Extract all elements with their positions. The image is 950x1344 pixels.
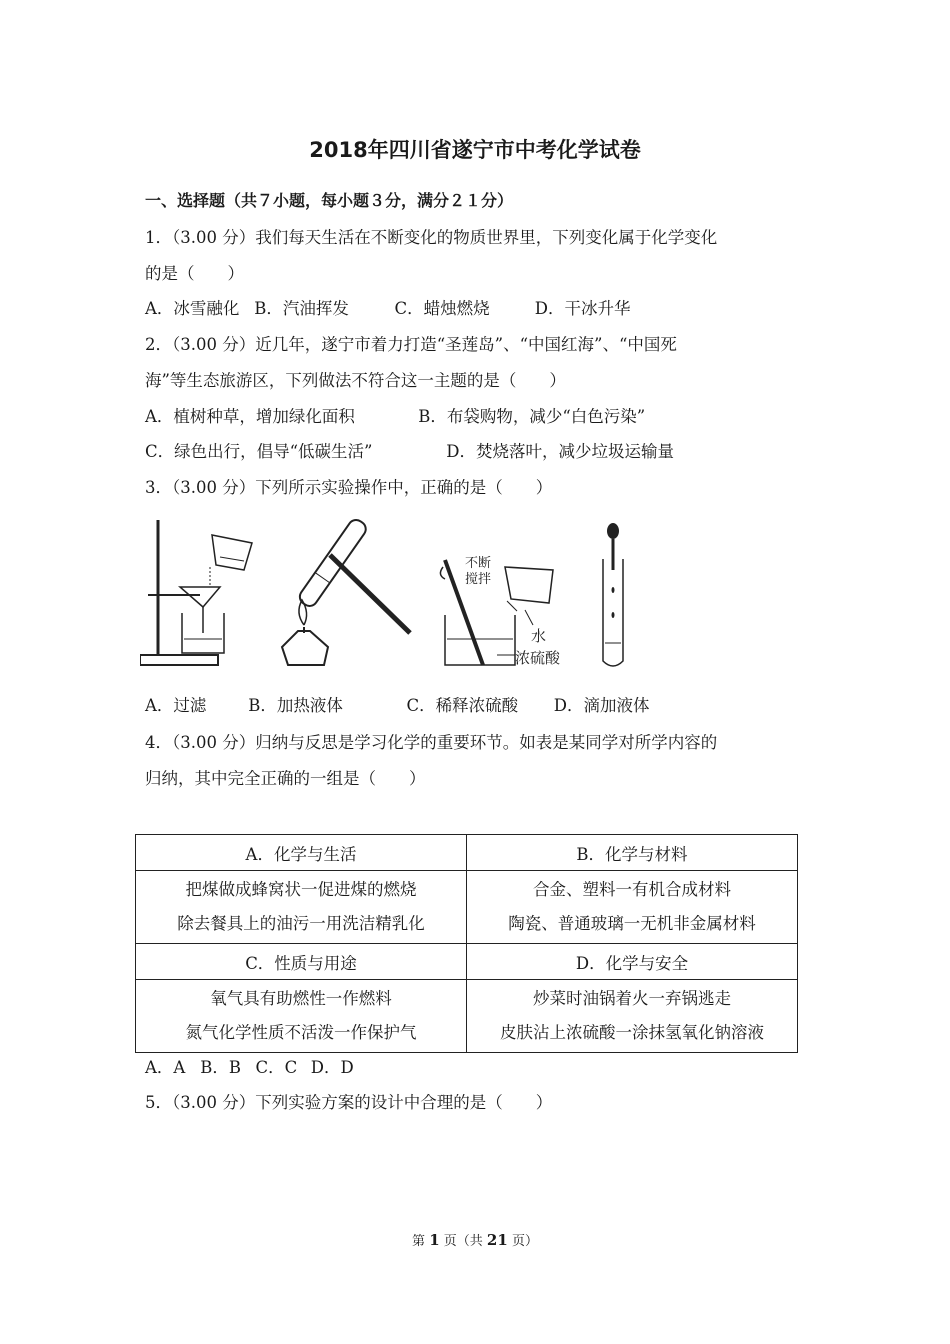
- table-cell-b: [467, 871, 798, 944]
- q1-stem-line1: 1．（3.00 分）我们每天生活在不断变化的物质世界里，下列变化属于化学变化: [145, 228, 718, 247]
- q2-options-row2: [145, 438, 674, 462]
- q2-option-c: C．绿色出行，倡导“低碳生活”: [145, 442, 373, 461]
- dropper-figure: [595, 515, 635, 675]
- footer-suffix: 页）: [511, 1234, 538, 1249]
- q2-option-a: A．植树种草，增加绿化面积: [145, 407, 355, 426]
- footer-total-pages: 21: [486, 1231, 508, 1249]
- q3-option-a: A．过滤: [145, 696, 207, 715]
- section-heading: 一、选择题（共７小题，每小题３分，满分２１分）: [145, 191, 514, 210]
- table-d-line2: 皮肤沾上浓硫酸一涂抹氢氧化钠溶液: [500, 1023, 764, 1042]
- q4-options: [145, 1054, 354, 1078]
- dilution-figure: [435, 515, 575, 675]
- q3-stem: 3．（3.00 分）下列所示实验操作中，正确的是（ ）: [145, 478, 553, 497]
- q3-figures: [140, 515, 660, 675]
- q4-summary-table: [135, 834, 798, 1053]
- q2-option-b: B．布袋购物，减少“白色污染”: [418, 407, 646, 426]
- footer-middle: 页（共: [443, 1234, 483, 1249]
- q2-options-row1: [145, 403, 645, 427]
- q1-option-b: B．汽油挥发: [254, 299, 349, 318]
- table-cell-c: [136, 980, 467, 1053]
- table-a-line1: 把煤做成蜂窝状一促进煤的燃烧: [185, 880, 417, 899]
- heating-liquid-figure: [280, 515, 415, 675]
- q3-option-c: C．稀释浓硫酸: [406, 696, 519, 715]
- q1-option-c: C．蜡烛燃烧: [394, 299, 490, 318]
- table-c-line2: 氮气化学性质不活泼一作保护气: [185, 1023, 417, 1042]
- stir-label-line1: 不断: [465, 556, 492, 571]
- q2-stem-line1: 2．（3.00 分）近几年，遂宁市着力打造“圣莲岛”、“中国红海”、“中国死: [145, 335, 677, 354]
- stir-label-line2: 搅拌: [465, 572, 492, 587]
- q3-options: [145, 692, 649, 716]
- table-cell-a: [136, 871, 467, 944]
- acid-label: 浓硫酸: [515, 649, 561, 667]
- exam-title: 2018年四川省遂宁市中考化学试卷: [309, 138, 641, 162]
- q2-stem-line2: 海”等生态旅游区，下列做法不符合这一主题的是（ ）: [145, 371, 566, 390]
- q1-option-a: A．冰雪融化: [145, 299, 240, 318]
- table-b-line2: 陶瓷、普通玻璃一无机非金属材料: [508, 914, 756, 933]
- q1-options: [145, 295, 630, 319]
- table-d-line1: 炒菜时油锅着火一弃锅逃走: [533, 989, 731, 1008]
- table-b-line1: 合金、塑料一有机合成材料: [533, 880, 731, 899]
- table-head-c: C．性质与用途: [136, 944, 467, 980]
- q3-option-b: B．加热液体: [248, 696, 343, 715]
- table-head-b: B．化学与材料: [467, 835, 798, 871]
- q4-option-c: C．C: [255, 1058, 298, 1077]
- table-cell-d: [467, 980, 798, 1053]
- q4-option-b: B．B: [200, 1058, 242, 1077]
- table-a-line2: 除去餐具上的油污一用洗洁精乳化: [177, 914, 425, 933]
- q2-option-d: D．焚烧落叶，减少垃圾运输量: [446, 442, 674, 461]
- q4-stem-line1: 4．（3.00 分）归纳与反思是学习化学的重要环节。如表是某同学对所学内容的: [145, 733, 718, 752]
- q4-option-a: A．A: [145, 1058, 186, 1077]
- q3-option-d: D．滴加液体: [553, 696, 650, 715]
- table-c-line1: 氧气具有助燃性一作燃料: [210, 989, 392, 1008]
- filtration-figure: [140, 515, 260, 675]
- table-head-a: A．化学与生活: [136, 835, 467, 871]
- q4-stem-line2: 归纳，其中完全正确的一组是（ ）: [145, 769, 426, 788]
- page-footer: [0, 1230, 950, 1249]
- table-head-d: D．化学与安全: [467, 944, 798, 980]
- footer-page-number: 1: [429, 1231, 440, 1249]
- footer-prefix: 第: [412, 1234, 426, 1249]
- q5-stem: 5．（3.00 分）下列实验方案的设计中合理的是（ ）: [145, 1093, 553, 1112]
- q1-option-d: D．干冰升华: [534, 299, 631, 318]
- q1-stem-line2: 的是（ ）: [145, 264, 244, 283]
- q4-option-d: D．D: [310, 1058, 354, 1077]
- water-label: 水: [531, 627, 547, 645]
